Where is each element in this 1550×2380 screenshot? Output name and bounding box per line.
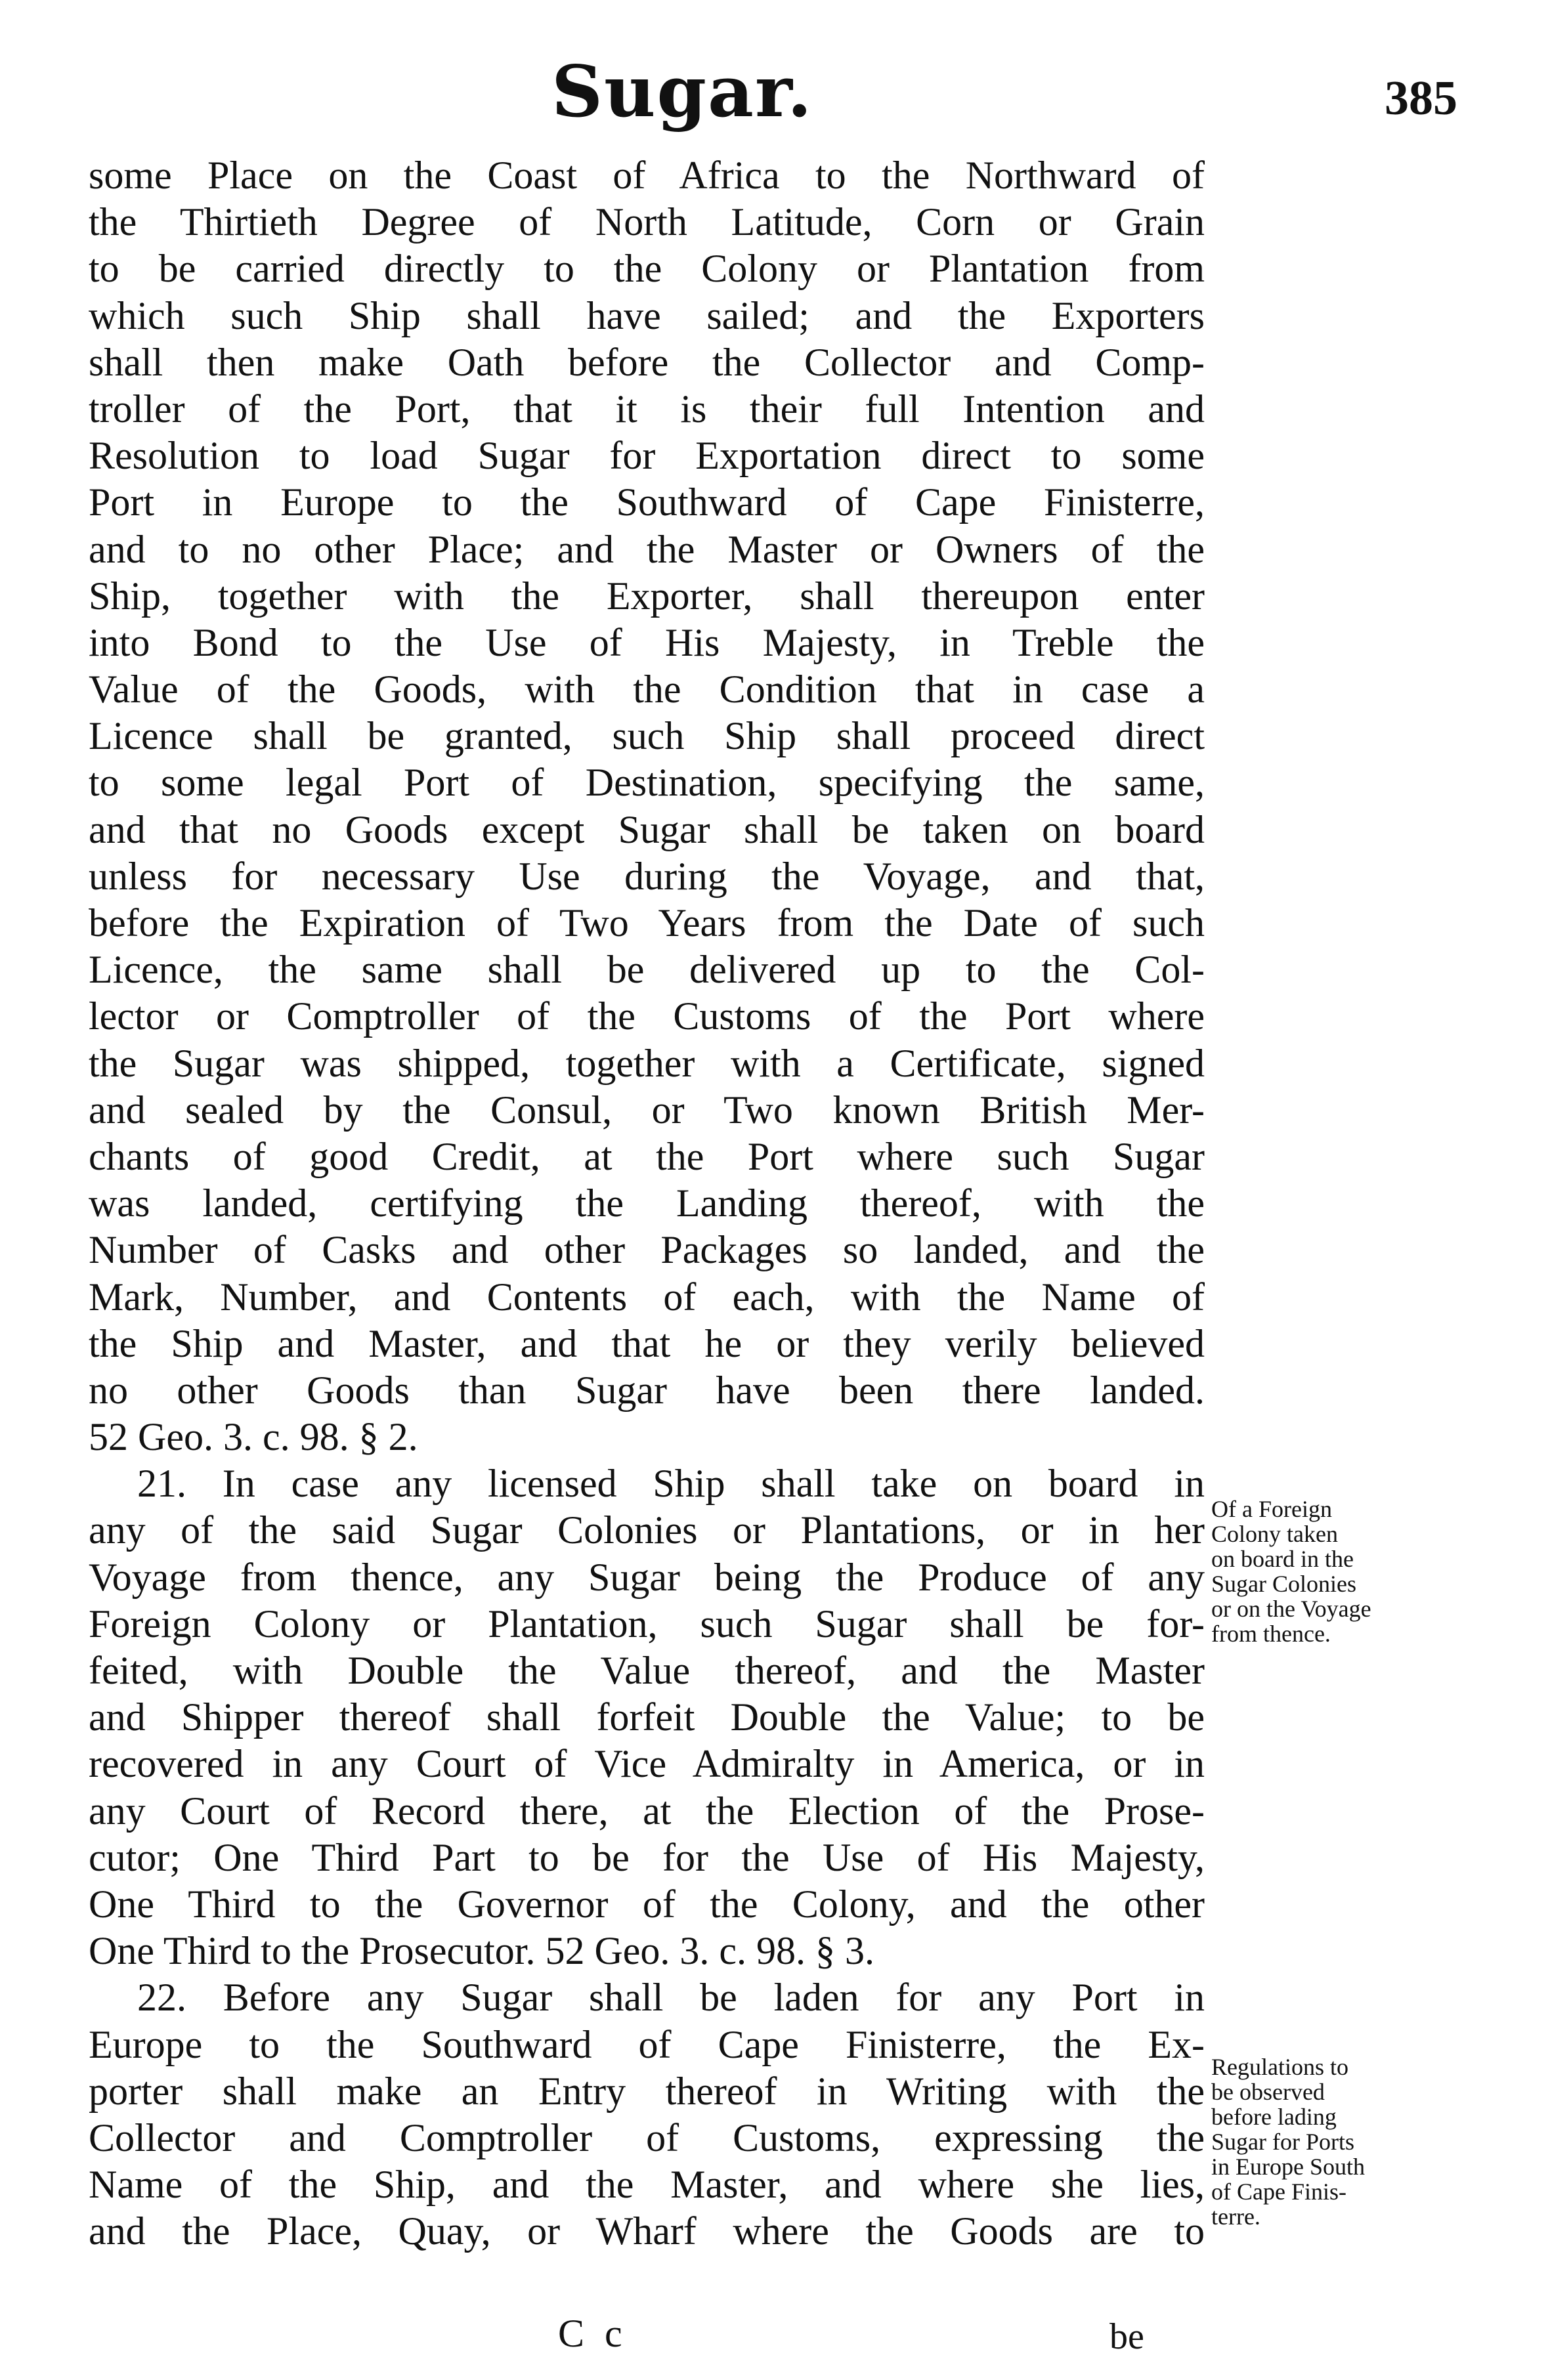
text-line: and the Place, Quay, or Wharf where the Goods are to	[89, 2209, 1205, 2253]
marginal-note-line: Regulations to	[1211, 2054, 1348, 2080]
marginal-note-line: be observed	[1211, 2079, 1325, 2105]
text-line: lector or Comptroller of the Customs of the Port where	[89, 994, 1205, 1038]
marginal-note-line: Of a Foreign	[1211, 1496, 1332, 1522]
text-line: any of the said Sugar Colonies or Plantations, or in her	[89, 1508, 1205, 1552]
text-line: feited, with Double the Value thereof, and the Master	[89, 1649, 1205, 1692]
text-line: porter shall make an Entry thereof in Writing with the	[89, 2069, 1205, 2113]
text-line: to be carried directly to the Colony or Plantation from	[89, 247, 1205, 291]
body-text	[89, 152, 1205, 2255]
text-line: Mark, Number, and Contents of each, with the Name of	[89, 1275, 1205, 1319]
text-line: and Shipper thereof shall forfeit Double the Value; to be	[89, 1695, 1205, 1739]
text-line: Licence shall be granted, such Ship shall proceed direct	[89, 714, 1205, 758]
marginal-note-line: terre.	[1211, 2203, 1260, 2230]
text-line: to some legal Port of Destination, specifying the same,	[89, 761, 1205, 805]
text-line: into Bond to the Use of His Majesty, in Treble the	[89, 620, 1205, 664]
text-line: the Thirtieth Degree of North Latitude, Corn or Grain	[89, 200, 1205, 244]
text-line: Licence, the same shall be delivered up to the Col-	[89, 948, 1205, 992]
citation-line: 52 Geo. 3. c. 98. § 2.	[89, 1415, 418, 1459]
text-line: and to no other Place; and the Master or Owners of the	[89, 527, 1205, 571]
marginal-note-line: from thence.	[1211, 1621, 1331, 1647]
catchword: be	[1109, 2316, 1144, 2357]
text-line: shall then make Oath before the Collector and Comp-	[89, 340, 1205, 384]
text-line: the Sugar was shipped, together with a Certificate, signed	[89, 1041, 1205, 1085]
running-title: Sugar.	[551, 51, 813, 133]
signature-mark: C c	[558, 2312, 628, 2355]
marginal-note-line: in Europe South	[1211, 2154, 1365, 2180]
text-line: which such Ship shall have sailed; and the Exporters	[89, 293, 1205, 337]
text-line: Voyage from thence, any Sugar being the Produce of any	[89, 1555, 1205, 1599]
text-line: Collector and Comptroller of Customs, expressing the	[89, 2115, 1205, 2159]
text-line: cutor; One Third Part to be for the Use of His Majesty,	[89, 1835, 1205, 1879]
text-line: the Ship and Master, and that he or they verily believed	[89, 1321, 1205, 1365]
text-line: Number of Casks and other Packages so landed, and the	[89, 1228, 1205, 1272]
text-line: Name of the Ship, and the Master, and where she lies,	[89, 2163, 1205, 2207]
text-line: was landed, certifying the Landing thereof, with the	[89, 1181, 1205, 1225]
text-line: Value of the Goods, with the Condition that in case a	[89, 668, 1205, 712]
text-line: Resolution to load Sugar for Exportation direct to some	[89, 434, 1205, 478]
text-line: and sealed by the Consul, or Two known British Mer-	[89, 1088, 1205, 1132]
text-line: chants of good Credit, at the Port where such Sugar	[89, 1134, 1205, 1178]
text-line: One Third to the Prosecutor. 52 Geo. 3. c. 98. § 3.	[89, 1929, 875, 1973]
text-line: Ship, together with the Exporter, shall thereupon enter	[89, 574, 1205, 618]
marginal-note-line: Colony taken	[1211, 1521, 1338, 1547]
text-line: any Court of Record there, at the Election of the Prose-	[89, 1789, 1205, 1833]
text-line: no other Goods than Sugar have been there landed.	[89, 1368, 1205, 1412]
marginal-note-foreign-colony	[1211, 1497, 1448, 1646]
page-number: 385	[1385, 72, 1457, 125]
text-line: recovered in any Court of Vice Admiralty in America, or in	[89, 1742, 1205, 1786]
text-line: troller of the Port, that it is their full Intention and	[89, 387, 1205, 431]
marginal-note-line: of Cape Finis-	[1211, 2178, 1346, 2205]
marginal-note-regulations	[1211, 2054, 1448, 2229]
marginal-note-line: or on the Voyage	[1211, 1596, 1371, 1622]
text-line: some Place on the Coast of Africa to the Northward of	[89, 154, 1205, 197]
text-line: and that no Goods except Sugar shall be taken on board	[89, 807, 1205, 851]
marginal-note-line: Sugar Colonies	[1211, 1571, 1356, 1597]
marginal-note-line: Sugar for Ports	[1211, 2129, 1354, 2155]
text-line: before the Expiration of Two Years from the Date of such	[89, 901, 1205, 945]
text-line: Port in Europe to the Southward of Cape Finisterre,	[89, 480, 1205, 524]
text-line: unless for necessary Use during the Voyage, and that,	[89, 854, 1205, 898]
marginal-note-line: before lading	[1211, 2104, 1337, 2130]
marginal-note-line: on board in the	[1211, 1546, 1354, 1572]
section-22-start: 22. Before any Sugar shall be laden for any Port in	[137, 1976, 1205, 2020]
text-line: Europe to the Southward of Cape Finisterre, the Ex-	[89, 2022, 1205, 2066]
text-line: Foreign Colony or Plantation, such Sugar shall be for-	[89, 1602, 1205, 1646]
text-line: One Third to the Governor of the Colony, and the other	[89, 1882, 1205, 1926]
section-21-start: 21. In case any licensed Ship shall take on board in	[137, 1462, 1205, 1506]
